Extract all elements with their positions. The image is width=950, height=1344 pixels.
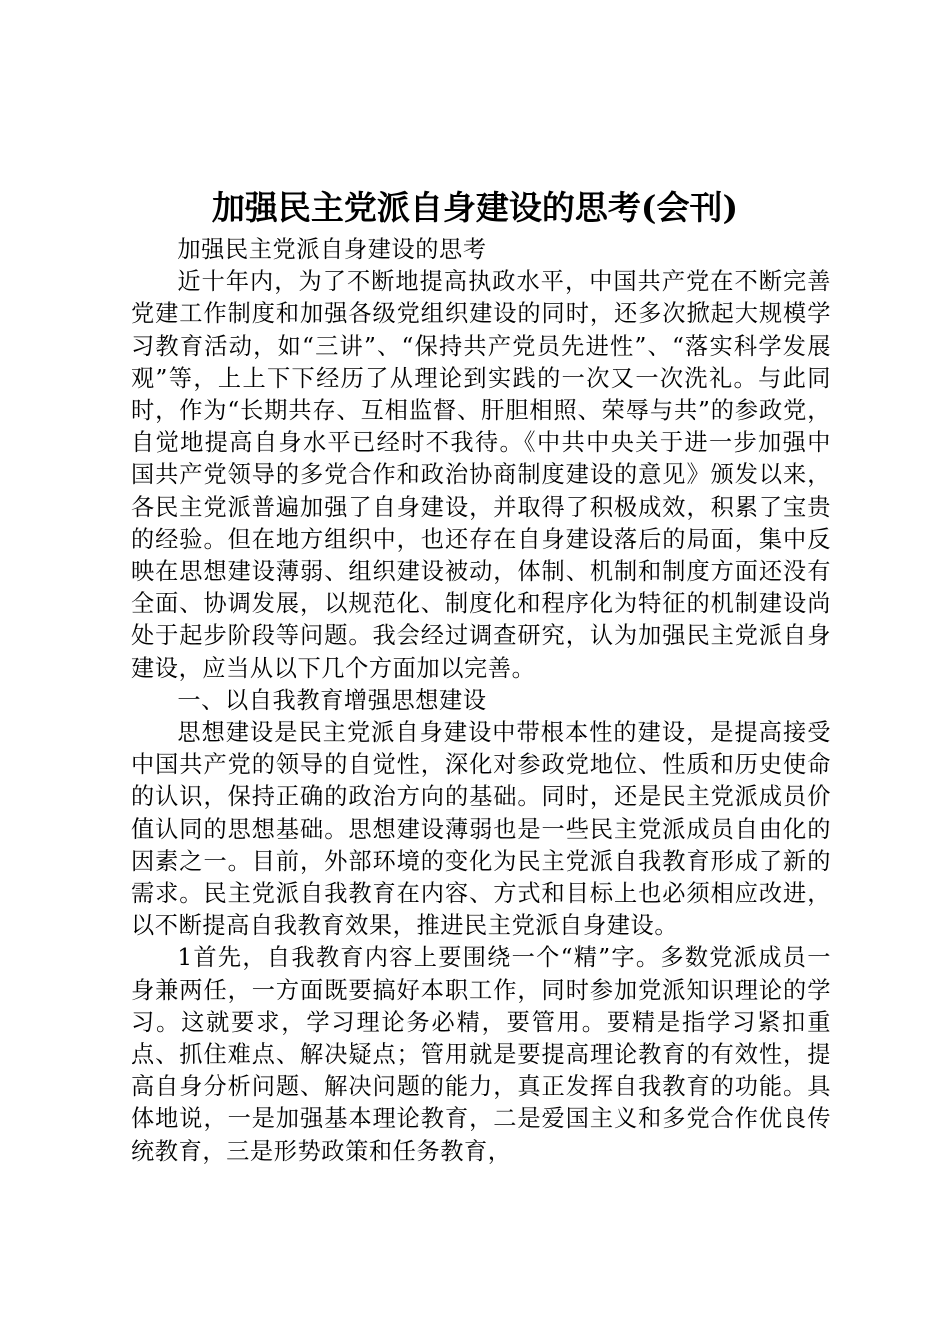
section-heading: 一、以自我教育增强思想建设: [177, 686, 487, 714]
paragraph-intro: 近十年内，为了不断地提高执政水平，中国共产党在不断完善党建工作制度和加强各级党组织建设的同时，还多次掀起大规模学习教育活动，如“三讲”、“保持共产党员先进性”、“落实科学发展观”等，上上下下经历了从理论到实践的一次又一次洗礼。与此同时，作为“长期共存、互相监督、肝胆相照、荣辱与共”的参政党，自觉地提高自身水平已经时不我待。《中共中央关于进一步加强中国共产党领导的多党合作和政治协商制度建设的意见》颁发以来，各民主党派普遍加强了自身建设，并取得了积极成效，积累了宝贵的经验。但在地方组织中，也还存在自身建设落后的局面，集中反映在思想建设薄弱、组织建设被动，体制、机制和制度方面还没有全面、协调发展，以规范化、制度化和程序化为特征的机制建设尚处于起步阶段等问题。我会经过调查研究，认为加强民主党派自身建设，应当从以下几个方面加以完善。: [131, 268, 831, 682]
document-body: [131, 234, 831, 1168]
document-title: 加强民主党派自身建设的思考(会刊): [211, 188, 739, 227]
paragraph-ideology: 思想建设是民主党派自身建设中带根本性的建设，是提高接受中国共产党的领导的自觉性，深化对参政党地位、性质和历史使命的认识，保持正确的政治方向的基础。同时，还是民主党派成员价值认同的思想基础。思想建设薄弱也是一些民主党派成员自由化的因素之一。目前，外部环境的变化为民主党派自我教育形成了新的需求。民主党派自我教育在内容、方式和目标上也必须相应改进，以不断提高自我教育效果，推进民主党派自身建设。: [131, 719, 831, 940]
paragraph-point-1: 1首先，自我教育内容上要围绕一个“精”字。多数党派成员一身兼两任，一方面既要搞好本职工作，同时参加党派知识理论的学习。这就要求，学习理论务必精，要管用。要精是指学习紧扣重点、抓住难点、解决疑点；管用就是要提高理论教育的有效性，提高自身分析问题、解决问题的能力，真正发挥自我教育的功能。具体地说，一是加强基本理论教育，二是爱国主义和多党合作优良传统教育，三是形势政策和任务教育，: [131, 944, 831, 1165]
document-subtitle: 加强民主党派自身建设的思考: [177, 236, 487, 263]
